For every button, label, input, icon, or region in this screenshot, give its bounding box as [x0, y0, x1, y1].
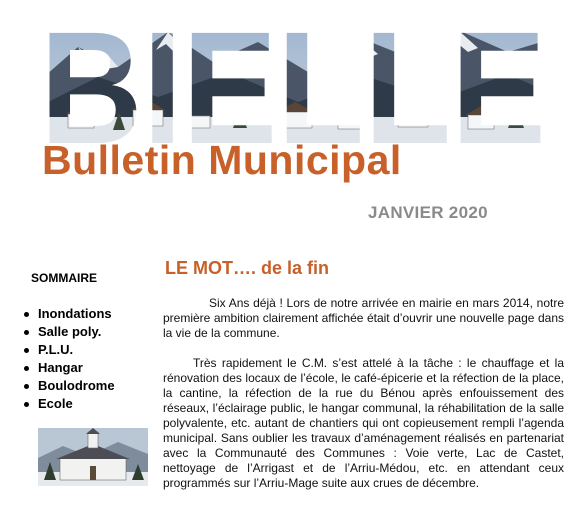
sommaire-item-boulodrome: Boulodrome: [22, 377, 115, 395]
article-paragraph: Très rapidement le C.M. s’est attelé à la tâche : le chauffage et la rénovation des locaux de l’école, le café-épicerie et la réfection de la place, la cantine, la réfection de la rue du Bénou après enfouissement des réseaux, l’éclairage public, le hangar communal, la réhabilitation de la salle polyvalente, etc. autant de chantiers qui ont copieusement rempli l’agenda municipal. Sans oublier les travaux d’aménagement réalisés en partenariat avec la Communauté des Communes : Voie verte, Lac de Castet, nettoyage de l’Arrigast et de l’Arriu-Médou, etc. en attendant ceux programmés sur l’Arriu-Mage suite aux crues de décembre.: [163, 356, 564, 490]
church-photo: [38, 428, 148, 486]
article-paragraph: Six Ans déjà ! Lors de notre arrivée en mairie en mars 2014, notre première ambition clairement affichée était d’ouvrir une nouvelle page dans la vie de la commune.: [163, 296, 564, 340]
sommaire-item-ecole: Ecole: [22, 395, 115, 413]
sommaire-heading: SOMMAIRE: [31, 271, 97, 285]
bielle-title-graphic: [38, 22, 548, 146]
issue-date: JANVIER 2020: [368, 203, 488, 222]
sommaire-item-inondations: Inondations: [22, 305, 115, 323]
article-title: LE MOT…. de la fin: [165, 258, 330, 278]
sommaire-item-hangar: Hangar: [22, 359, 115, 377]
masthead-banner: [38, 22, 548, 146]
bulletin-subtitle: Bulletin Municipal: [42, 137, 402, 183]
sommaire-item-plu: P.L.U.: [22, 341, 115, 359]
sommaire-list: [22, 305, 115, 413]
article-body: [163, 296, 564, 506]
sommaire-item-salle-poly: Salle poly.: [22, 323, 115, 341]
